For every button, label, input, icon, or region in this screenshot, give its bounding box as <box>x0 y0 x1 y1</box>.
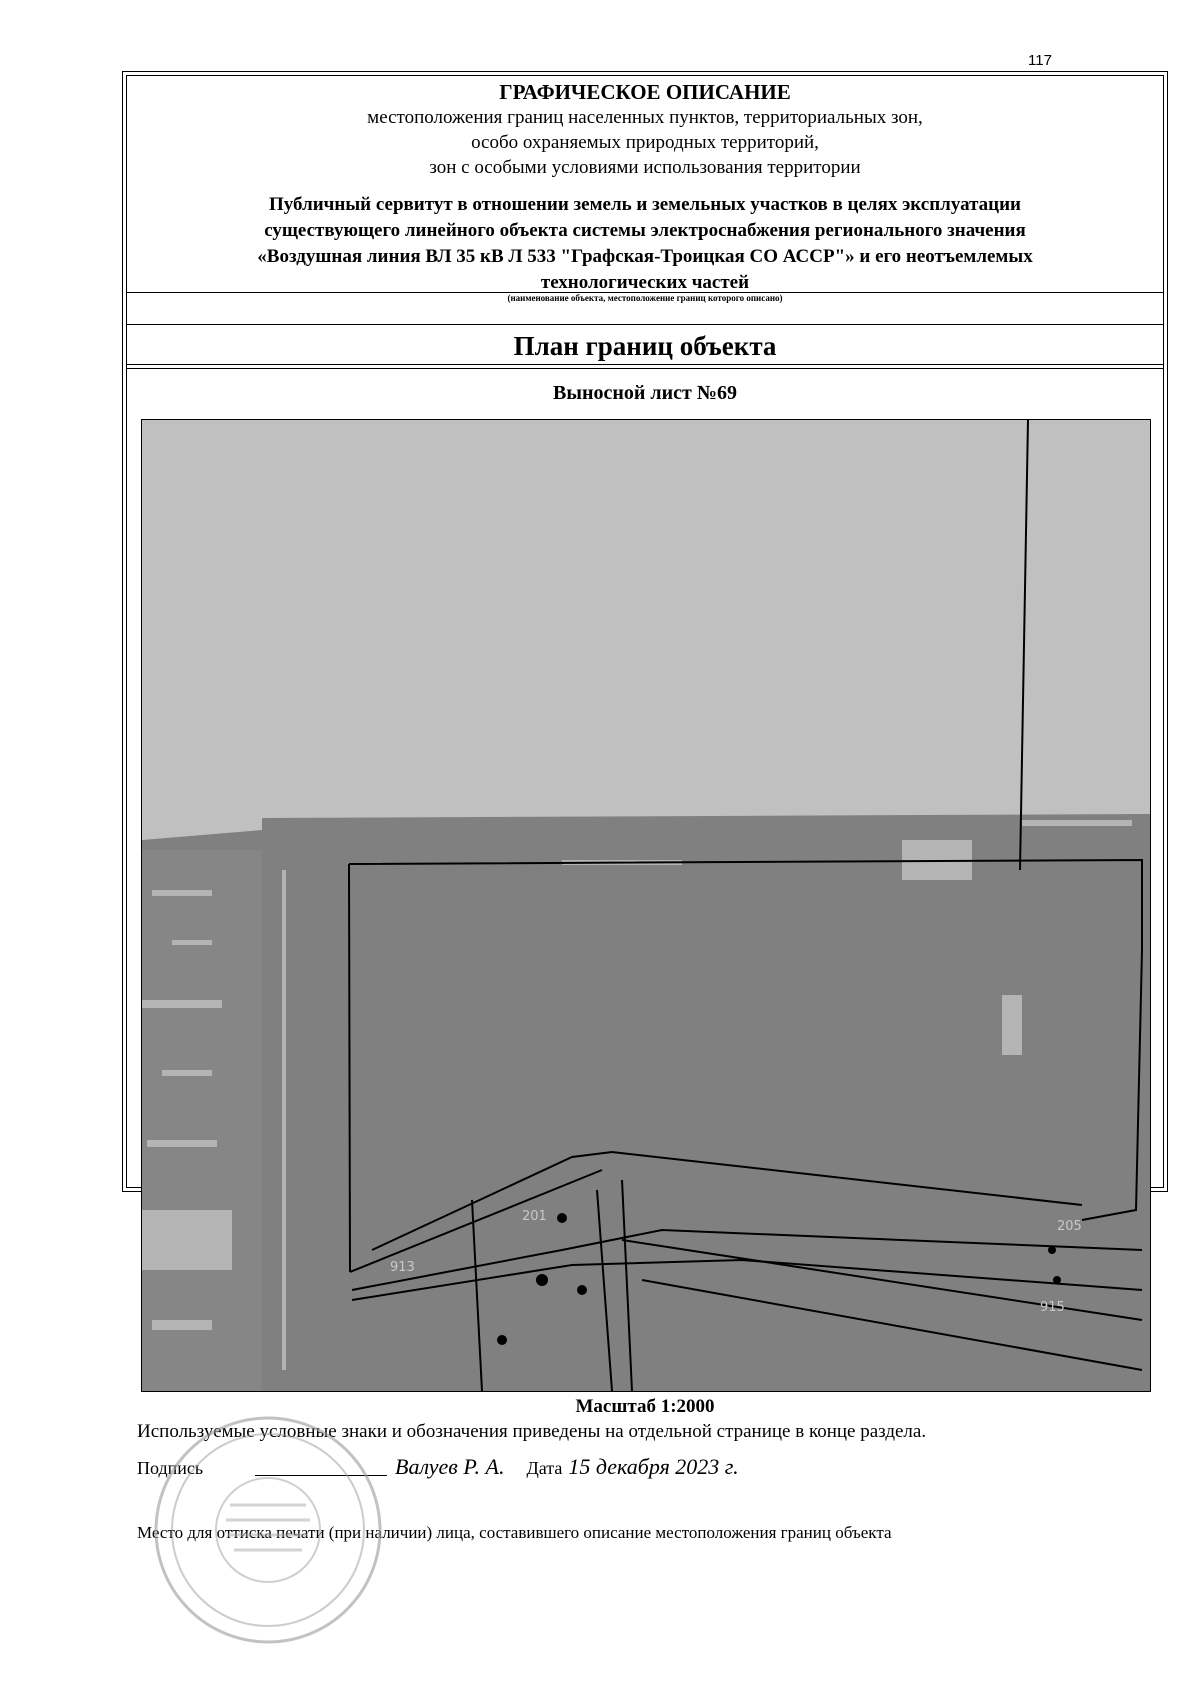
stamp-note: Место для оттиска печати (при наличии) лица, составившего описание местоположения границ объекта <box>137 1523 892 1542</box>
date-label: Дата <box>526 1458 563 1478</box>
map-canvas <box>142 420 1150 1391</box>
signature-row <box>137 1453 739 1482</box>
divider <box>126 368 1164 369</box>
legend-note: Используемые условные знаки и обозначения приведены на отдельной странице в конце раздела. <box>137 1421 927 1442</box>
object-name-line: «Воздушная линия ВЛ 35 кВ Л 533 "Графская-Троицкая СО АССР"» и его неотъемлемых <box>257 246 1033 267</box>
document-subtitle-line: особо охраняемых природных территорий, <box>471 132 819 153</box>
document-subtitle-line: местоположения границ населенных пунктов, территориальных зон, <box>367 107 923 128</box>
date-value: 15 декабря 2023 г. <box>568 1454 739 1479</box>
plan-title: План границ объекта <box>513 331 777 361</box>
document-subtitle-line: зон с особыми условиями использования территории <box>429 157 861 178</box>
signer-name: Валуев Р. А. <box>395 1454 505 1479</box>
object-name <box>130 192 1160 296</box>
document-header <box>130 79 1160 180</box>
object-name-line: Публичный сервитут в отношении земель и земельных участков в целях эксплуатации <box>269 194 1021 215</box>
object-name-line: существующего линейного объекта системы электроснабжения регионального значения <box>264 220 1026 241</box>
boundary-map <box>141 419 1151 1392</box>
signature-line <box>255 1457 387 1476</box>
object-name-caption: (наименование объекта, местоположение границ которого описано) <box>507 293 783 303</box>
document-title: ГРАФИЧЕСКОЕ ОПИСАНИЕ <box>499 80 791 104</box>
map-scale: Масштаб 1:2000 <box>575 1396 715 1417</box>
sheet-title: Выносной лист №69 <box>553 382 737 404</box>
object-name-line: технологических частей <box>540 272 750 293</box>
land-area-texture <box>142 850 262 1391</box>
divider <box>126 324 1164 325</box>
point-label: 201 <box>522 1209 547 1224</box>
signature-label: Подпись <box>137 1458 204 1478</box>
point-label: 205 <box>1057 1219 1082 1234</box>
divider <box>126 364 1164 365</box>
page-number: 117 <box>1028 52 1052 69</box>
land-area <box>142 814 1150 1391</box>
point-label: 913 <box>390 1260 415 1275</box>
point-label: 915 <box>1040 1300 1065 1315</box>
